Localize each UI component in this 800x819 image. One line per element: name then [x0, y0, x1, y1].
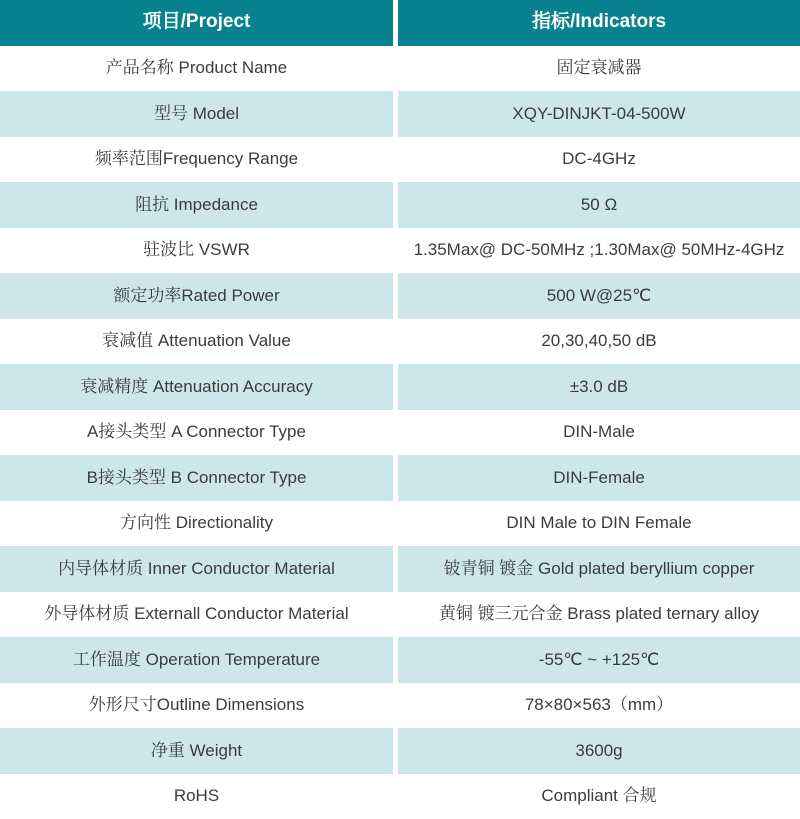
- project-cell: 型号 Model: [0, 91, 393, 137]
- table-row: [0, 91, 800, 137]
- indicator-cell: 1.35Max@ DC-50MHz ;1.30Max@ 50MHz-4GHz: [398, 228, 800, 274]
- project-cell: 衰减精度 Attenuation Accuracy: [0, 364, 393, 410]
- indicator-cell: -55℃ ~ +125℃: [398, 637, 800, 683]
- table-row: [0, 546, 800, 592]
- table-row: [0, 228, 800, 274]
- header-cell-indicators: 指标/Indicators: [398, 0, 800, 46]
- project-cell: 工作温度 Operation Temperature: [0, 637, 393, 683]
- indicator-cell: DIN-Female: [398, 455, 800, 501]
- project-cell: 衰减值 Attenuation Value: [0, 319, 393, 365]
- header-cell-project: 项目/Project: [0, 0, 393, 46]
- table-header-row: [0, 0, 800, 46]
- indicator-cell: 黄铜 镀三元合金 Brass plated ternary alloy: [398, 592, 800, 638]
- indicator-cell: DIN Male to DIN Female: [398, 501, 800, 547]
- indicator-cell: 铍青铜 镀金 Gold plated beryllium copper: [398, 546, 800, 592]
- indicator-cell: 固定衰减器: [398, 46, 800, 92]
- table-row: [0, 774, 800, 819]
- table-row: [0, 273, 800, 319]
- indicator-cell: 50 Ω: [398, 182, 800, 228]
- table-row: [0, 46, 800, 92]
- project-cell: 方向性 Directionality: [0, 501, 393, 547]
- table-row: [0, 182, 800, 228]
- indicator-cell: Compliant 合规: [398, 774, 800, 819]
- project-cell: 驻波比 VSWR: [0, 228, 393, 274]
- project-cell: RoHS: [0, 774, 393, 819]
- project-cell: 净重 Weight: [0, 728, 393, 774]
- indicator-cell: XQY-DINJKT-04-500W: [398, 91, 800, 137]
- project-cell: 外形尺寸Outline Dimensions: [0, 683, 393, 729]
- project-cell: 阻抗 Impedance: [0, 182, 393, 228]
- project-cell: 频率范围Frequency Range: [0, 137, 393, 183]
- indicator-cell: 78×80×563（mm）: [398, 683, 800, 729]
- table-row: [0, 501, 800, 547]
- project-cell: B接头类型 B Connector Type: [0, 455, 393, 501]
- table-row: [0, 410, 800, 456]
- project-cell: 内导体材质 Inner Conductor Material: [0, 546, 393, 592]
- indicator-cell: 20,30,40,50 dB: [398, 319, 800, 365]
- table-row: [0, 683, 800, 729]
- table-row: [0, 455, 800, 501]
- indicator-cell: ±3.0 dB: [398, 364, 800, 410]
- table-row: [0, 637, 800, 683]
- table-row: [0, 592, 800, 638]
- project-cell: 外导体材质 Externall Conductor Material: [0, 592, 393, 638]
- table-row: [0, 364, 800, 410]
- indicator-cell: 500 W@25℃: [398, 273, 800, 319]
- indicator-cell: DC-4GHz: [398, 137, 800, 183]
- table-row: [0, 319, 800, 365]
- indicator-cell: 3600g: [398, 728, 800, 774]
- project-cell: 额定功率Rated Power: [0, 273, 393, 319]
- project-cell: 产品名称 Product Name: [0, 46, 393, 92]
- indicator-cell: DIN-Male: [398, 410, 800, 456]
- project-cell: A接头类型 A Connector Type: [0, 410, 393, 456]
- table-row: [0, 137, 800, 183]
- table-row: [0, 728, 800, 774]
